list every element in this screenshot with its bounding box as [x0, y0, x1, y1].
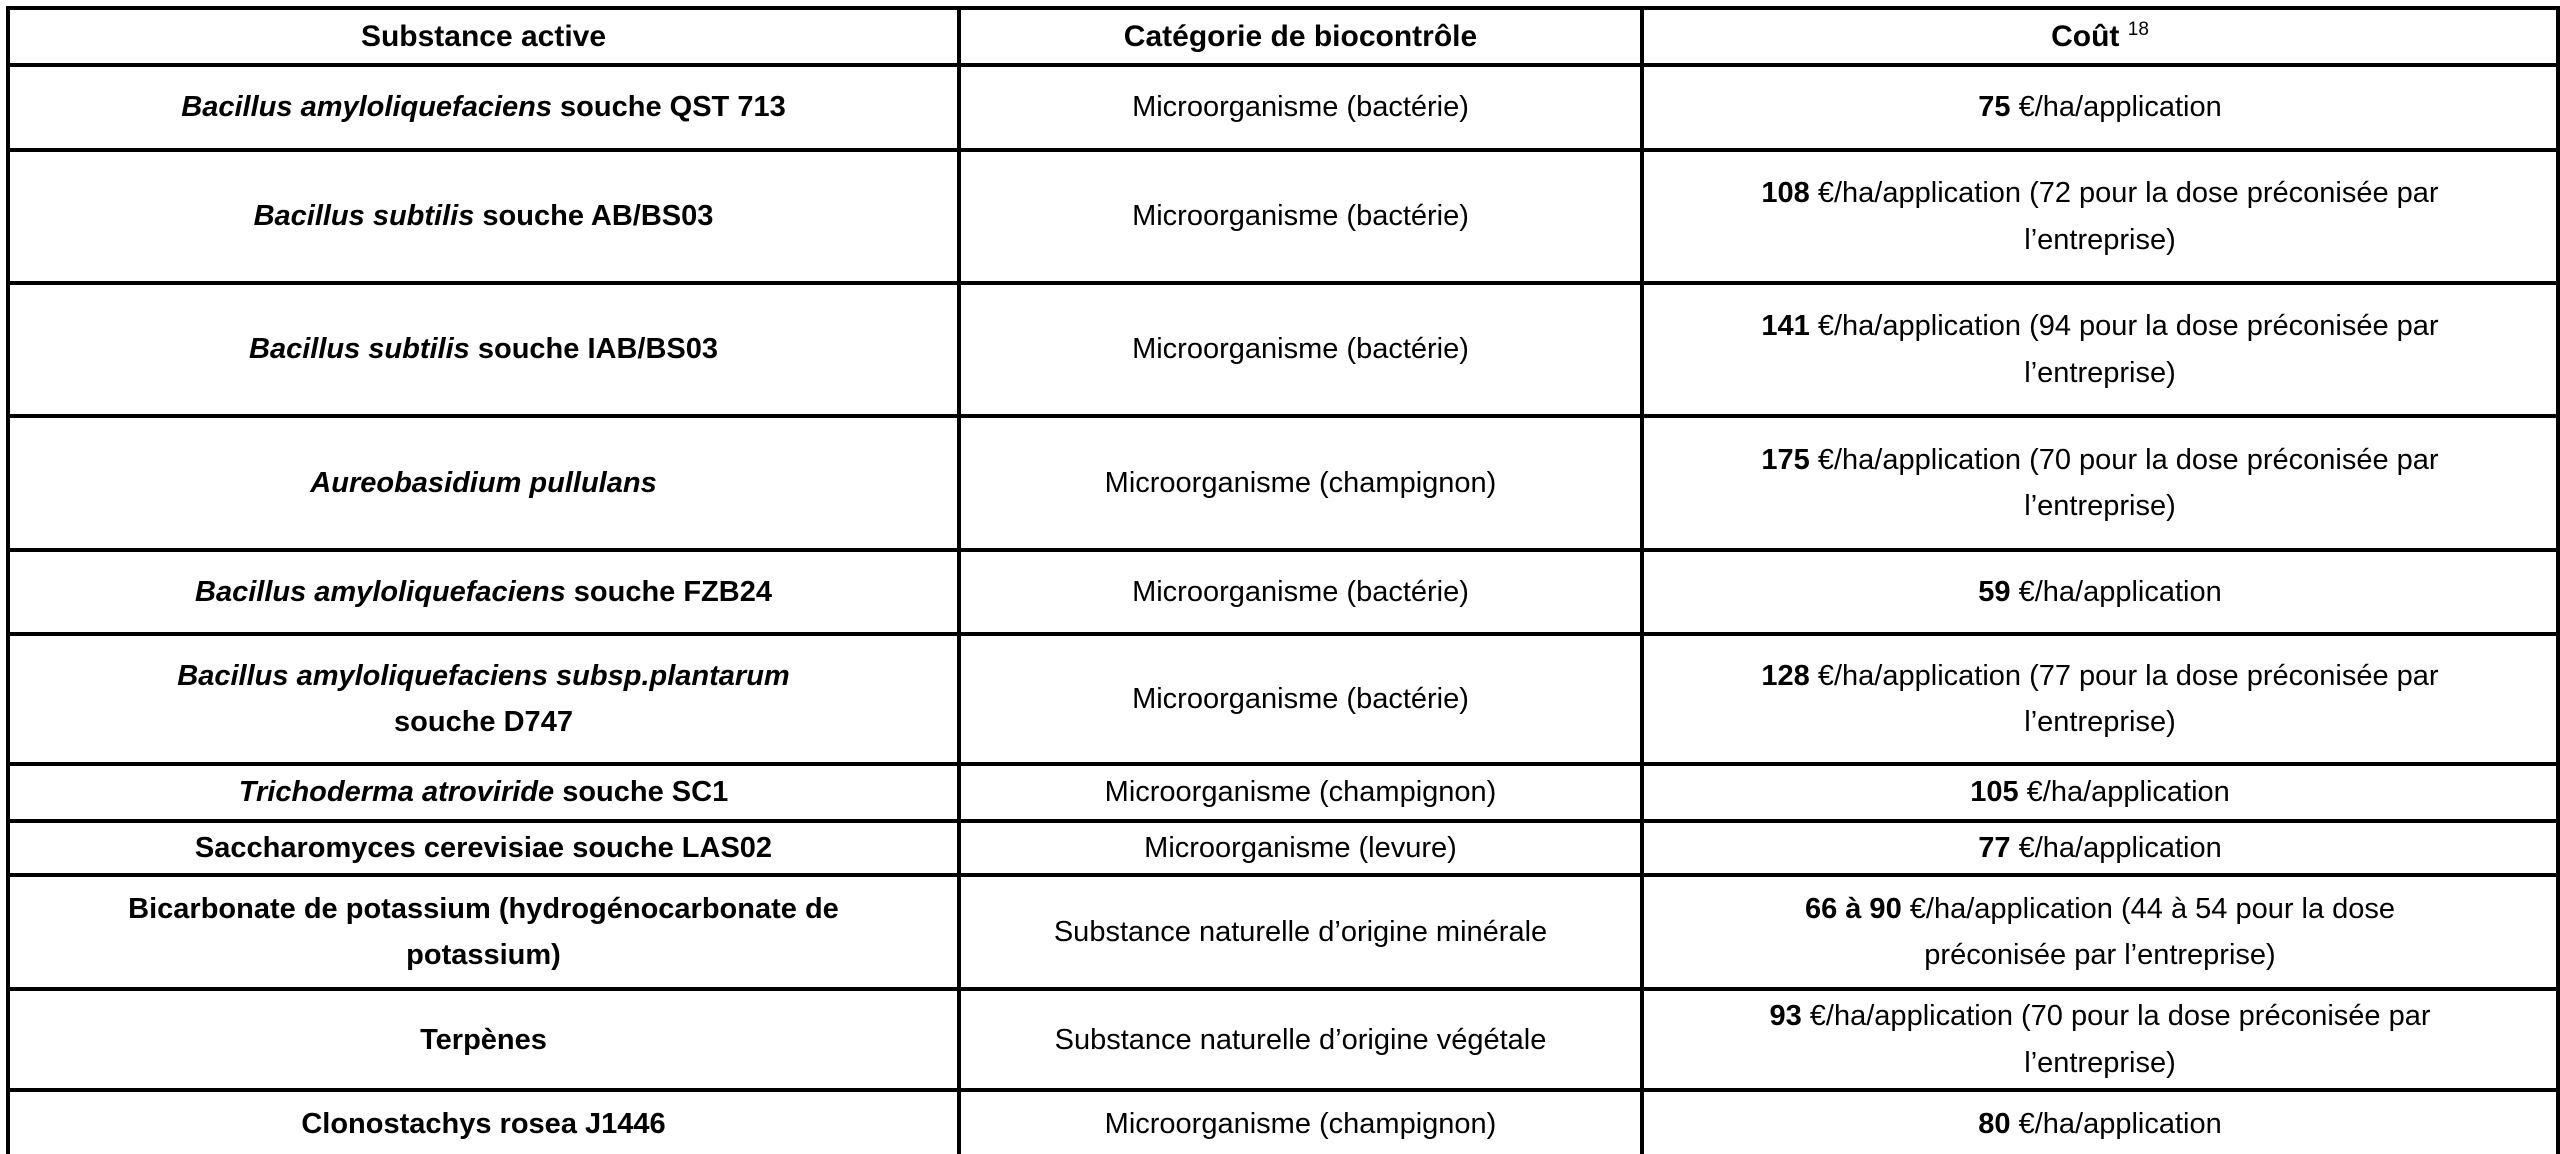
substance-cell: Bacillus amyloliquefaciens souche QST 713 — [8, 65, 959, 150]
cost-cell: 141 €/ha/application (94 pour la dose préconisée par l’entreprise) — [1642, 283, 2558, 416]
category-cell: Substance naturelle d’origine minérale — [959, 875, 1642, 989]
table-row — [8, 550, 2558, 634]
cost-cell: 105 €/ha/application — [1642, 764, 2558, 821]
substance-cell: Bacillus amyloliquefaciens souche FZB24 — [8, 550, 959, 634]
cost-cell: 75 €/ha/application — [1642, 65, 2558, 150]
category-cell: Microorganisme (bactérie) — [959, 283, 1642, 416]
category-cell: Microorganisme (bactérie) — [959, 634, 1642, 764]
table-row — [8, 283, 2558, 416]
category-cell: Microorganisme (champignon) — [959, 416, 1642, 550]
category-cell: Microorganisme (champignon) — [959, 1090, 1642, 1154]
category-cell: Substance naturelle d’origine végétale — [959, 989, 1642, 1090]
header-row — [8, 8, 2558, 65]
substance-cell: Aureobasidium pullulans — [8, 416, 959, 550]
header-cout: Coût $^{18}$ — [1642, 8, 2558, 65]
category-cell: Microorganisme (bactérie) — [959, 65, 1642, 150]
table-row — [8, 764, 2558, 821]
table-row — [8, 875, 2558, 989]
table-row — [8, 634, 2558, 764]
cost-cell: 66 à 90 €/ha/application (44 à 54 pour la dose préconisée par l’entreprise) — [1642, 875, 2558, 989]
header-substance-active: Substance active — [8, 8, 959, 65]
table-row — [8, 1090, 2558, 1154]
cost-cell: 93 €/ha/application (70 pour la dose préconisée par l’entreprise) — [1642, 989, 2558, 1090]
cost-cell: 59 €/ha/application — [1642, 550, 2558, 634]
substance-cell: Terpènes — [8, 989, 959, 1090]
substance-cell: Bacillus amyloliquefaciens subsp.plantarum souche D747 — [8, 634, 959, 764]
category-cell: Microorganisme (bactérie) — [959, 150, 1642, 283]
category-cell: Microorganisme (bactérie) — [959, 550, 1642, 634]
cost-cell: 77 €/ha/application — [1642, 821, 2558, 875]
category-cell: Microorganisme (champignon) — [959, 764, 1642, 821]
substance-cell: Clonostachys rosea J1446 — [8, 1090, 959, 1154]
header-categorie-biocontrole: Catégorie de biocontrôle — [959, 8, 1642, 65]
table-row — [8, 821, 2558, 875]
category-cell: Microorganisme (levure) — [959, 821, 1642, 875]
biocontrol-cost-table — [6, 6, 2560, 1154]
cost-cell: 175 €/ha/application (70 pour la dose préconisée par l’entreprise) — [1642, 416, 2558, 550]
table-row — [8, 65, 2558, 150]
cost-cell: 108 €/ha/application (72 pour la dose préconisée par l’entreprise) — [1642, 150, 2558, 283]
table-row — [8, 416, 2558, 550]
substance-cell: Bacillus subtilis souche AB/BS03 — [8, 150, 959, 283]
substance-cell: Trichoderma atroviride souche SC1 — [8, 764, 959, 821]
table-row — [8, 150, 2558, 283]
table-row — [8, 989, 2558, 1090]
substance-cell: Bacillus subtilis souche IAB/BS03 — [8, 283, 959, 416]
cost-cell: 80 €/ha/application — [1642, 1090, 2558, 1154]
substance-cell: Bicarbonate de potassium (hydrogénocarbonate de potassium) — [8, 875, 959, 989]
substance-cell: Saccharomyces cerevisiae souche LAS02 — [8, 821, 959, 875]
cost-cell: 128 €/ha/application (77 pour la dose préconisée par l’entreprise) — [1642, 634, 2558, 764]
